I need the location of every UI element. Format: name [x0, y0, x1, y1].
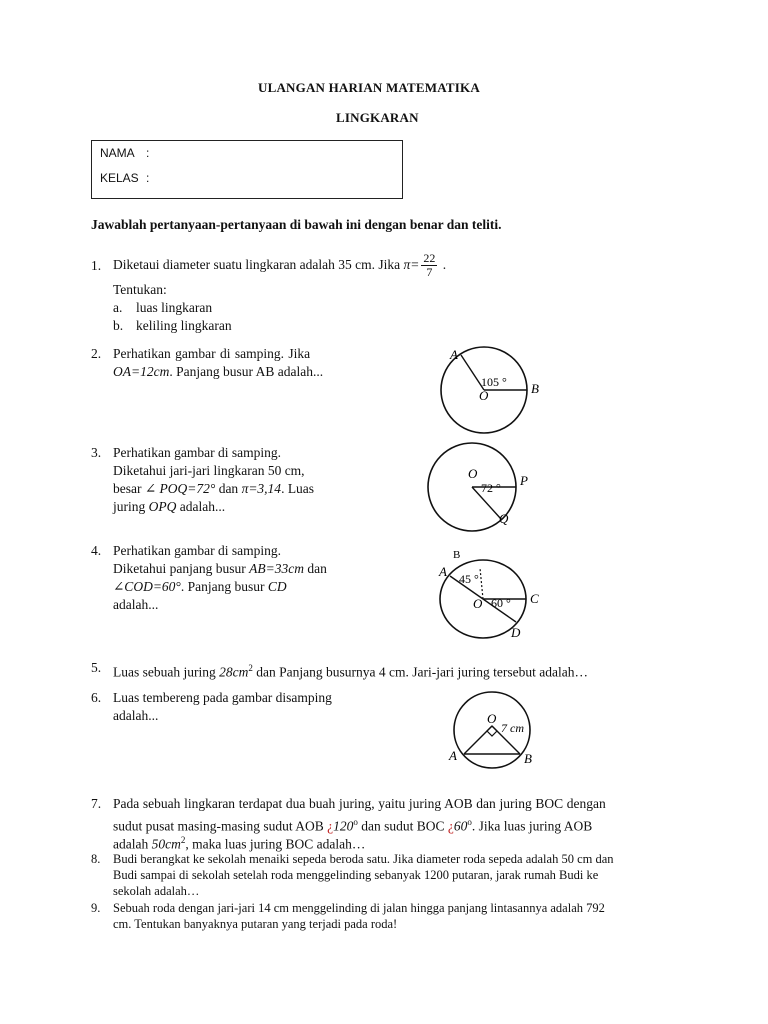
- q3-label-p: P: [520, 473, 528, 488]
- q5-text-b: dan Panjang busurnya 4 cm. Jari-jari juring tersebut adalah…: [256, 664, 589, 680]
- name-label: NAMA: [100, 146, 135, 160]
- q7-deg1: o: [353, 817, 358, 827]
- q7-line1: Pada sebuah lingkaran terdapat dua buah juring, yaitu juring AOB dan juring BOC dengan: [113, 796, 606, 811]
- page-title: ULANGAN HARIAN MATEMATIKA: [258, 80, 480, 95]
- q1-end: .: [442, 257, 447, 272]
- q5-sup: 2: [248, 663, 253, 673]
- q2-math: OA=12cm: [113, 364, 170, 379]
- q4-cod-math: ∠COD=60°: [113, 579, 181, 594]
- q4-line2: [113, 560, 327, 578]
- q4-label-o: O: [473, 596, 483, 611]
- q4-line4: adalah...: [113, 597, 159, 612]
- class-label: KELAS: [100, 171, 139, 185]
- q4-line3: [113, 578, 287, 596]
- q6-label-b: B: [524, 751, 532, 766]
- q5-text-a: Luas sebuah juring: [113, 664, 216, 680]
- q8-line1: Budi berangkat ke sekolah menaiki sepeda beroda satu. Jika diameter roda sepeda adalah 50 cm dan: [113, 852, 614, 866]
- q5-text: [113, 659, 588, 682]
- q4-label-c: C: [530, 591, 539, 606]
- q7-line2-a: sudut pusat masing-masing sudut AOB: [113, 818, 324, 834]
- q8-line2: Budi sampai di sekolah setelah roda menggelinding sebanyak 1200 putaran, jarak rumah Budi ke: [113, 868, 599, 882]
- q7-value1: 120: [333, 818, 354, 834]
- q3-line3-a: besar: [113, 481, 142, 496]
- q4-angle-60: 60 °: [491, 596, 511, 610]
- name-colon: :: [146, 146, 150, 160]
- q7-math: 50cm: [151, 836, 181, 852]
- q7-line3-b: , maka luas juring BOC adalah…: [185, 836, 366, 852]
- q6-line2: adalah...: [113, 708, 159, 723]
- q1-text: [113, 248, 446, 282]
- q9-line1: Sebuah roda dengan jari-jari 14 cm menggelinding di jalan hingga panjang lintasannya adalah 792: [113, 901, 605, 915]
- q4-angle-45: 45 °: [459, 572, 479, 586]
- q4-cd-math: CD: [267, 579, 287, 594]
- q3-line3: [113, 480, 314, 498]
- q2-line1: Perhatikan gambar di samping. Jika: [113, 346, 311, 361]
- q1-tentukan: Tentukan:: [113, 282, 167, 297]
- q4-number: 4.: [91, 543, 102, 558]
- q4-label-a: A: [439, 564, 447, 579]
- q3-line3-b: dan: [218, 481, 239, 496]
- q5-number: 5.: [91, 660, 102, 675]
- q3-line1: Perhatikan gambar di samping.: [113, 445, 281, 460]
- q1-frac-num: 22: [423, 251, 436, 266]
- q2-rest: . Panjang busur AB adalah...: [169, 364, 324, 379]
- q7-line2-c: . Jika luas juring AOB: [471, 818, 593, 834]
- instruction: Jawablah pertanyaan-pertanyaan di bawah ini dengan benar dan teliti.: [91, 217, 502, 232]
- q6-right-angle-mark: [487, 726, 497, 736]
- q3-line4-a: juring: [113, 499, 146, 514]
- q3-line3-c: . Luas: [281, 481, 315, 496]
- q9-line2: cm. Tentukan banyaknya putaran yang terjadi pada roda!: [113, 917, 398, 931]
- q3-label-q: Q: [499, 511, 509, 526]
- q1-a-text: luas lingkaran: [136, 300, 213, 315]
- q4-figure: [425, 545, 555, 645]
- q3-line2: Diketahui jari-jari lingkaran 50 cm,: [113, 463, 305, 478]
- q2-line2: [113, 363, 323, 381]
- q2-number: 2.: [91, 346, 102, 361]
- q2-figure: [430, 345, 570, 435]
- page-subtitle: LINGKARAN: [336, 110, 419, 125]
- q1-fraction: [421, 252, 437, 279]
- class-colon: :: [146, 171, 150, 185]
- q4-label-b: B: [453, 549, 461, 561]
- q6-label-o: O: [487, 711, 497, 726]
- q9-number: 9.: [91, 901, 101, 915]
- q2-label-o: O: [479, 388, 489, 403]
- q4-label-d: D: [511, 625, 521, 640]
- q2-label-a: A: [450, 347, 458, 362]
- q3-label-o: O: [468, 466, 478, 481]
- q7-value2: 60: [453, 818, 468, 834]
- q4-radius-ob: [480, 568, 483, 599]
- q3-number: 3.: [91, 445, 102, 460]
- q3-opq: OPQ: [148, 499, 177, 514]
- q5-math: 28cm: [219, 664, 249, 680]
- q1-b-text: keliling lingkaran: [136, 318, 232, 333]
- q3-angle-math: ∠ POQ=72°: [144, 481, 216, 496]
- q1-pi: π=: [403, 257, 420, 272]
- q4-line2-b: dan: [307, 561, 327, 576]
- q7-line2-b: dan sudut BOC: [361, 818, 445, 834]
- q7-sym1: ¿: [327, 818, 334, 834]
- q2-label-b: B: [531, 381, 539, 396]
- q3-pi-math: π=3,14: [241, 481, 282, 496]
- q4-ab-math: AB=33cm: [249, 561, 304, 576]
- q6-line1: Luas tembereng pada gambar disamping: [113, 690, 332, 705]
- q4-line3-a: . Panjang busur: [180, 579, 265, 594]
- q1-a-label: a.: [113, 300, 123, 315]
- q3-figure: [422, 440, 542, 535]
- q6-number: 6.: [91, 690, 102, 705]
- q6-figure: [438, 688, 548, 770]
- q8-number: 8.: [91, 852, 101, 866]
- q8-line3: sekolah adalah…: [113, 884, 200, 898]
- q7-number: 7.: [91, 796, 102, 811]
- q7-sym2: ¿: [447, 818, 454, 834]
- q1-b-label: b.: [113, 318, 124, 333]
- q7-sup: 2: [180, 835, 186, 845]
- q6-label-a: A: [449, 748, 457, 763]
- q1-statement: Diketaui diameter suatu lingkaran adalah 35 cm. Jika: [113, 257, 401, 272]
- q1-number: 1.: [91, 258, 102, 273]
- q1-frac-den: 7: [426, 265, 433, 280]
- q4-line1: Perhatikan gambar di samping.: [113, 543, 281, 558]
- q2-angle: 105 °: [481, 375, 507, 389]
- q4-line2-a: Diketahui panjang busur: [113, 561, 246, 576]
- q7-deg2: o: [467, 817, 472, 827]
- q6-radius-label: 7 cm: [501, 721, 524, 735]
- q3-line4-b: adalah...: [179, 499, 226, 514]
- identity-box: [91, 140, 403, 199]
- q3-line4: [113, 498, 225, 516]
- q7-line3-a: adalah: [113, 836, 149, 852]
- q3-angle: 72 °: [481, 481, 501, 495]
